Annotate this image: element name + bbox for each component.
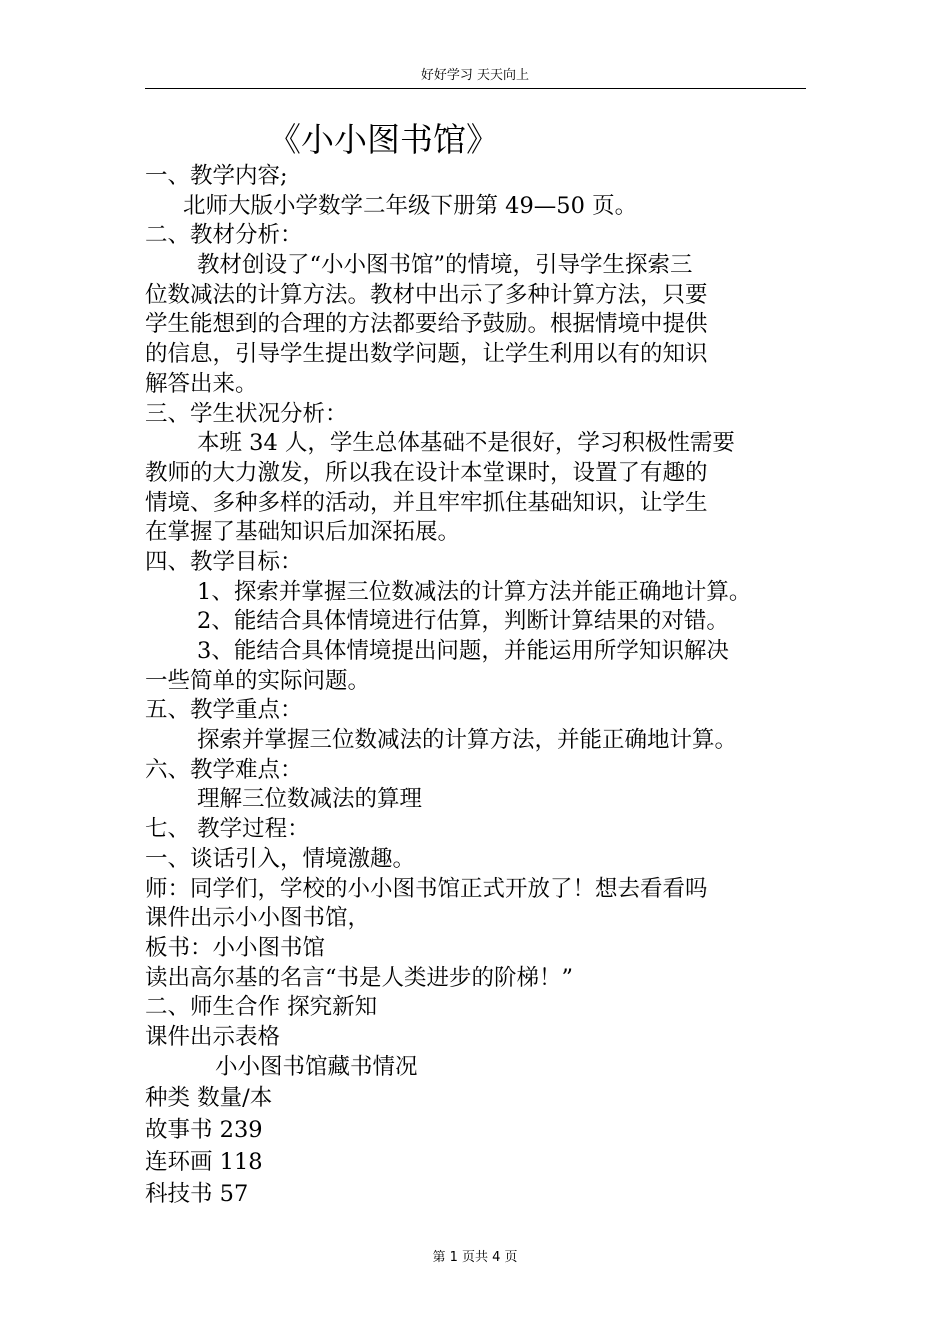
text-line: 板书：小小图书馆 <box>145 934 326 961</box>
text-line: 1、探索并掌握三位数减法的计算方法并能正确地计算。 <box>197 578 752 605</box>
text-line: 一、教学内容; <box>145 163 288 189</box>
text-line: 二、师生合作 探究新知 <box>145 994 378 1021</box>
text-line: 2、能结合具体情境进行估算，判断计算结果的对错。 <box>197 608 729 635</box>
text-line: 六、教学难点： <box>145 756 303 783</box>
text-line: 师：同学们，学校的小小图书馆正式开放了！想去看看吗 <box>145 875 708 902</box>
text-line: 的信息，引导学生提出数学问题，让学生利用以有的知识 <box>145 341 708 368</box>
text-line: 读出高尔基的名言“书是人类进步的阶梯！” <box>145 964 574 991</box>
table-row: 故事书 239 <box>145 1117 263 1144</box>
header-divider <box>145 88 806 89</box>
table-header: 种类 数量/本 <box>145 1085 273 1112</box>
text-line: 情境、多种多样的活动，并且牢牢抓住基础知识，让学生 <box>145 489 708 516</box>
text-line: 课件出示小小图书馆， <box>145 905 371 932</box>
table-row: 连环画 118 <box>145 1149 263 1176</box>
text-line: 学生能想到的合理的方法都要给予鼓励。根据情境中提供 <box>145 311 708 338</box>
text-line: 课件出示表格 <box>145 1023 281 1050</box>
text-line: 四、教学目标： <box>145 548 303 575</box>
text-line: 本班 34 人，学生总体基础不是很好，学习积极性需要 <box>197 430 735 457</box>
text-line: 五、教学重点： <box>145 697 303 724</box>
document-body <box>145 162 815 1210</box>
table-row: 科技书 57 <box>145 1181 249 1208</box>
page-footer: 第 1 页共 4 页 <box>432 1250 518 1265</box>
text-line: 小小图书馆藏书情况 <box>215 1053 418 1080</box>
text-line: 二、教材分析： <box>145 222 303 249</box>
text-line: 位数减法的计算方法。教材中出示了多种计算方法，只要 <box>145 281 708 308</box>
text-line: 三、学生状况分析： <box>145 400 348 427</box>
text-line: 七、 教学过程： <box>145 816 310 843</box>
text-line: 一些简单的实际问题。 <box>145 667 371 694</box>
text-line: 理解三位数减法的算理 <box>197 786 423 813</box>
text-line: 在掌握了基础知识后加深拓展。 <box>145 519 461 546</box>
text-line: 北师大版小学数学二年级下册第 49—50 页。 <box>183 192 638 219</box>
text-line: 教材创设了“小小图书馆”的情境，引导学生探索三 <box>197 252 693 279</box>
document-title: 《小小图书馆》 <box>268 120 499 159</box>
text-line: 一、谈话引入，情境激趣。 <box>145 845 416 872</box>
text-line: 解答出来。 <box>145 370 258 397</box>
text-line: 教师的大力激发，所以我在设计本堂课时，设置了有趣的 <box>145 459 708 486</box>
page-header: 好好学习 天天向上 <box>420 68 530 83</box>
text-line: 探索并掌握三位数减法的计算方法，并能正确地计算。 <box>197 727 738 754</box>
text-line: 3、能结合具体情境提出问题，并能运用所学知识解决 <box>197 638 729 664</box>
body-paragraphs <box>145 162 815 1082</box>
